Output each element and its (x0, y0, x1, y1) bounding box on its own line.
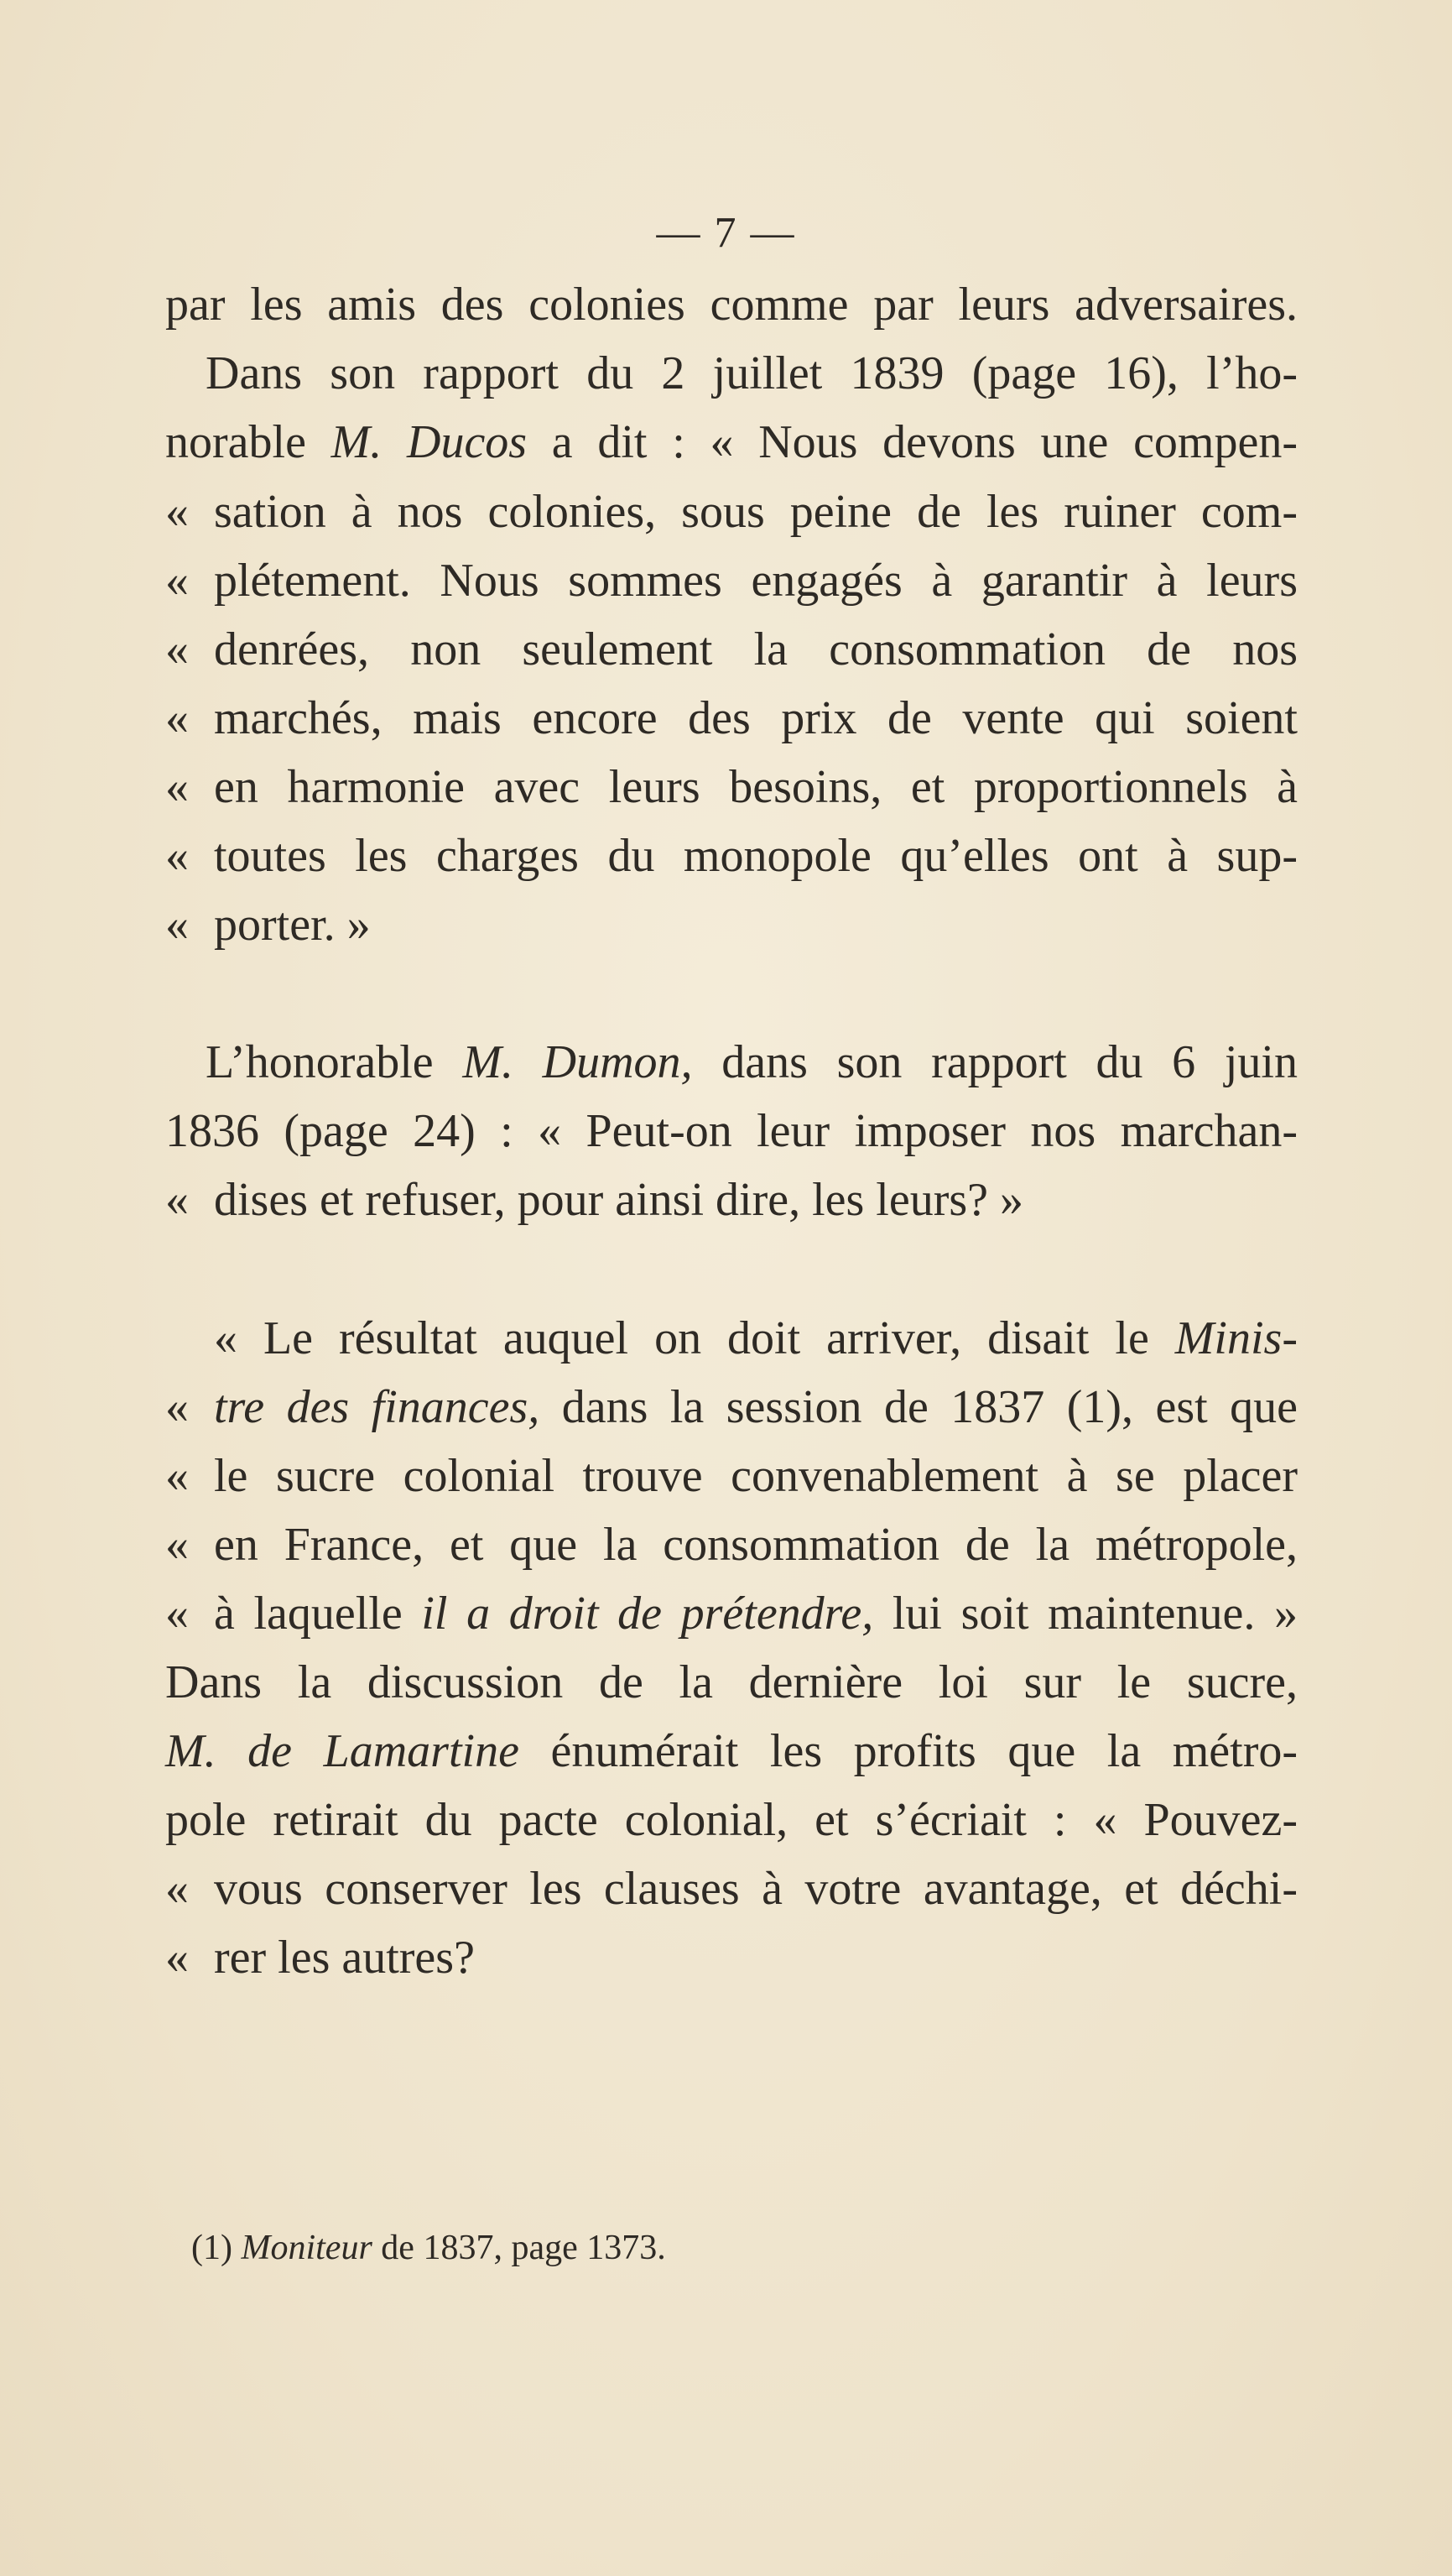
text-line: Dans la discussion de la dernière loi sur le sucre, (165, 1656, 1298, 1708)
page-number: — 7 — (656, 209, 796, 257)
text-line: « tre des finances, dans la session de 1837 (1), est que (165, 1381, 1298, 1433)
text-line: « le sucre colonial trouve convenablement à se placer (165, 1450, 1298, 1502)
text-line: « sation à nos colonies, sous peine de les ruiner com- (165, 486, 1298, 538)
text-line: « en France, et que la consommation de la métropole, (165, 1519, 1298, 1571)
text-line: « dises et refuser, pour ainsi dire, les leurs? » (165, 1174, 1024, 1226)
text-line: « Le résultat auquel on doit arriver, disait le Minis- (214, 1312, 1298, 1364)
text-line: par les amis des colonies comme par leurs adversaires. (165, 279, 1298, 331)
text-line: « toutes les charges du monopole qu’elles ont à sup- (165, 830, 1298, 882)
text-line: Dans son rapport du 2 juillet 1839 (page 16), l’ho- (206, 347, 1298, 399)
text-line: « vous conserver les clauses à votre avantage, et déchi- (165, 1863, 1298, 1915)
text-line: « denrées, non seulement la consommation de nos (165, 623, 1298, 675)
text-line: « marchés, mais encore des prix de vente qui soient (165, 692, 1298, 744)
footnote: (1) Moniteur de 1837, page 1373. (191, 2229, 666, 2267)
text-line: norable M. Ducos a dit : « Nous devons une compen- (165, 416, 1298, 468)
text-line: « rer les autres? (165, 1932, 475, 1984)
text-line: M. de Lamartine énumérait les profits que la métro- (165, 1725, 1298, 1777)
text-line: « porter. » (165, 899, 371, 951)
text-line: « en harmonie avec leurs besoins, et proportionnels à (165, 761, 1298, 813)
text-line: 1836 (page 24) : « Peut-on leur imposer nos marchan- (165, 1105, 1298, 1157)
text-line: pole retirait du pacte colonial, et s’écriait : « Pouvez- (165, 1794, 1298, 1846)
text-line: « à laquelle il a droit de prétendre, lui soit maintenue. » (165, 1588, 1298, 1640)
text-line: L’honorable M. Dumon, dans son rapport du 6 juin (206, 1036, 1298, 1088)
text-line: « plétement. Nous sommes engagés à garantir à leurs (165, 555, 1298, 607)
